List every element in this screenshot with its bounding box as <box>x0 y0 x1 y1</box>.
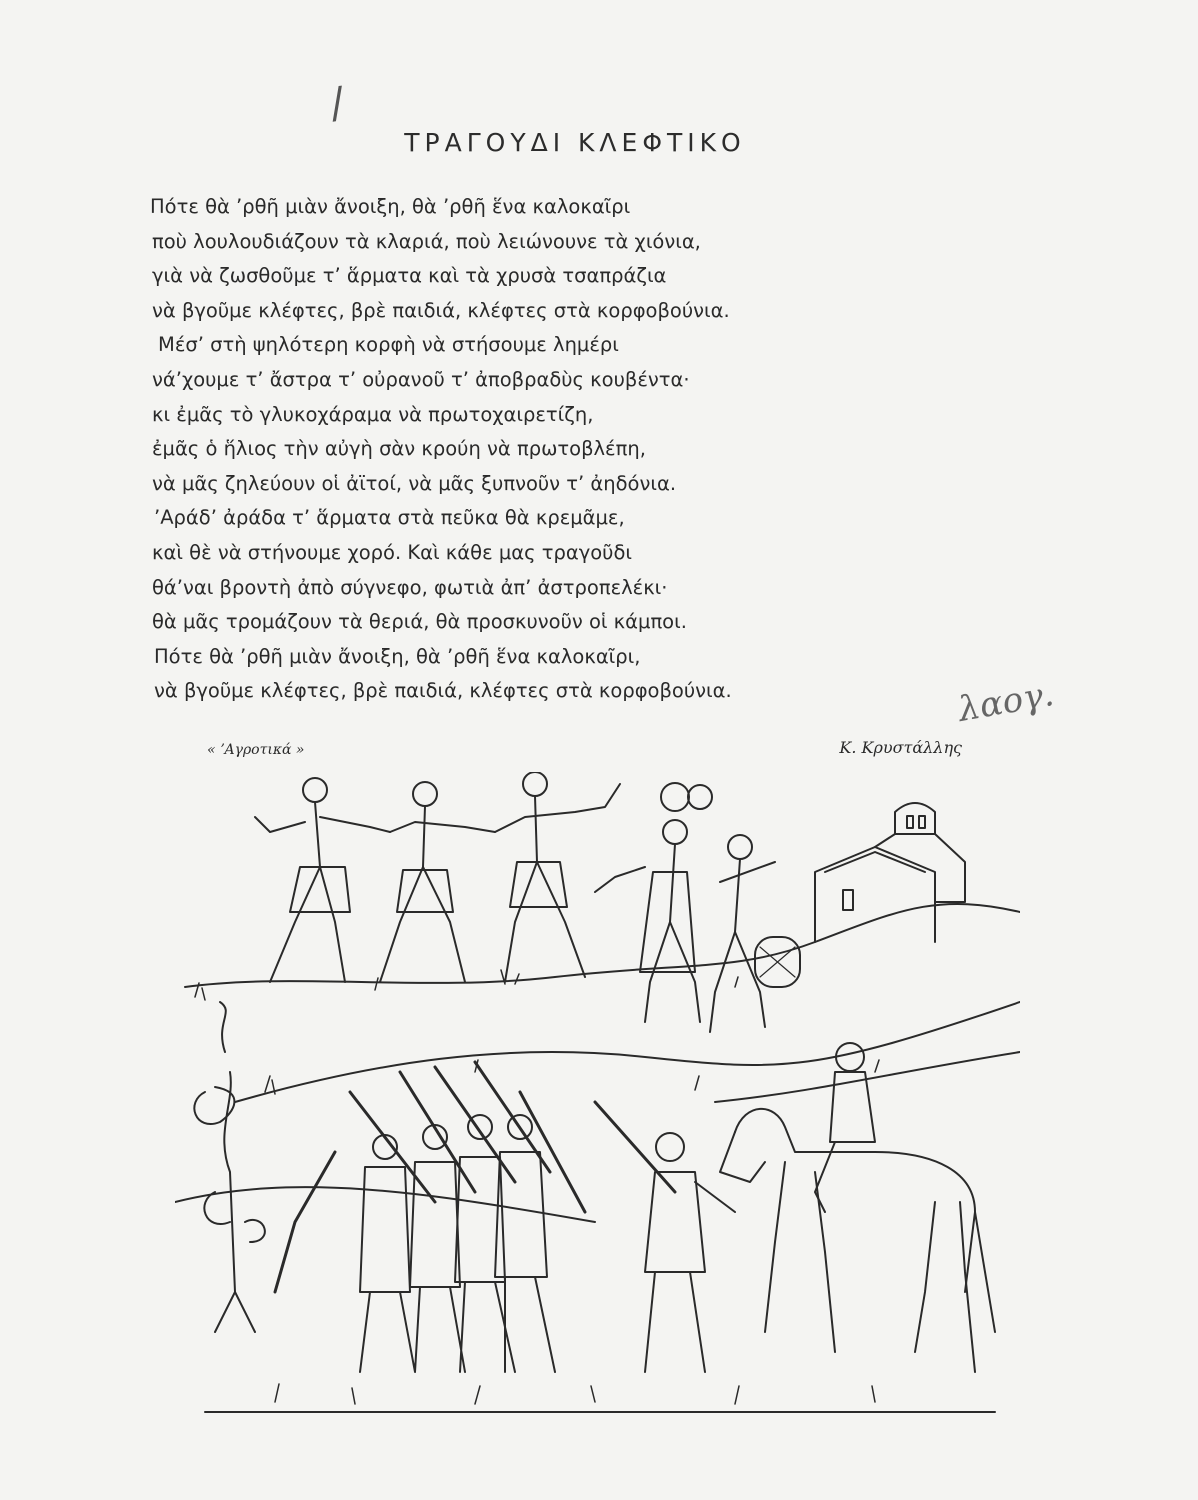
klephts-woodcut-illustration-icon <box>175 772 1020 1432</box>
poem-line: νὰ βγοῦμε κλέφτες, βρὲ παιδιά, κλέφτες στὰ κορφοβούνια. <box>154 679 732 703</box>
handwritten-note-right: λαογ. <box>955 673 1057 731</box>
rifle-bearers-icon <box>275 1062 585 1372</box>
poem-line: Μέσʼ στὴ ψηλότερη κορφὴ νὰ στήσουμε λημέρι <box>158 333 619 357</box>
poem-line: ʼΑράδʼ ἀράδα τʼ ἅρματα στὰ πεῦκα θὰ κρεμᾶμε, <box>154 506 625 530</box>
poem-title: ΤΡΑΓΟΥΔΙ ΚΛΕΦΤΙΚΟ <box>404 128 746 157</box>
poem-body <box>150 190 990 709</box>
poem-line: θάʼναι βροντὴ ἀπὸ σύγνεφο, φωτιὰ ἀπʼ ἀστροπελέκι· <box>152 575 668 599</box>
poem-line: ἐμᾶς ὁ ἥλιος τὴν αὐγὴ σὰν κρούη νὰ πρωτοβλέπη, <box>152 437 646 461</box>
poem-line: θὰ μᾶς τρομάζουν τὰ θεριά, θὰ προσκυνοῦν οἱ κάμποι. <box>152 610 687 634</box>
poem-line: γιὰ νὰ ζωσθοῦμε τʼ ἅρματα καὶ τὰ χρυσὰ τσαπράζια <box>152 264 667 288</box>
poem-line: ποὺ λουλουδιάζουν τὰ κλαριά, ποὺ λειώνουνε τὰ χιόνια, <box>152 229 701 253</box>
dancers-icon <box>255 772 620 982</box>
tree-icon <box>194 1002 264 1332</box>
poem-line: νάʼχουμε τʼ ἄστρα τʼ οὐρανοῦ τʼ ἀποβραδὺς κουβέντα· <box>152 367 690 391</box>
poem-line: καὶ θὲ νὰ στήνουμε χορό. Καὶ κάθε μας τραγοῦδι <box>152 540 632 564</box>
handwritten-mark-top: / <box>326 77 348 128</box>
poem-line: Πότε θὰ ʼρθῆ μιὰν ἄνοιξη, θὰ ʼρθῆ ἕνα καλοκαῖρι <box>150 195 631 218</box>
poem-line: Πότε θὰ ʼρθῆ μιὰν ἄνοιξη, θὰ ʼρθῆ ἕνα καλοκαῖρι, <box>154 644 641 668</box>
poem-line: νὰ μᾶς ζηλεύουν οἱ ἀϊτοί, νὰ μᾶς ξυπνοῦν τʼ ἀηδόνια. <box>152 471 677 495</box>
poem-line: νὰ βγοῦμε κλέφτες, βρὲ παιδιά, κλέφτες στὰ κορφοβούνια. <box>152 298 730 322</box>
church-icon <box>815 803 965 942</box>
poem-line: κι ἐμᾶς τὸ γλυκοχάραμα νὰ πρωτοχαιρετίζη, <box>152 402 594 426</box>
source-caption: « ʼΑγροτικά » <box>207 742 305 758</box>
musicians-icon <box>595 783 800 1032</box>
author-signature: Κ. Κρυστάλλης <box>839 738 962 757</box>
